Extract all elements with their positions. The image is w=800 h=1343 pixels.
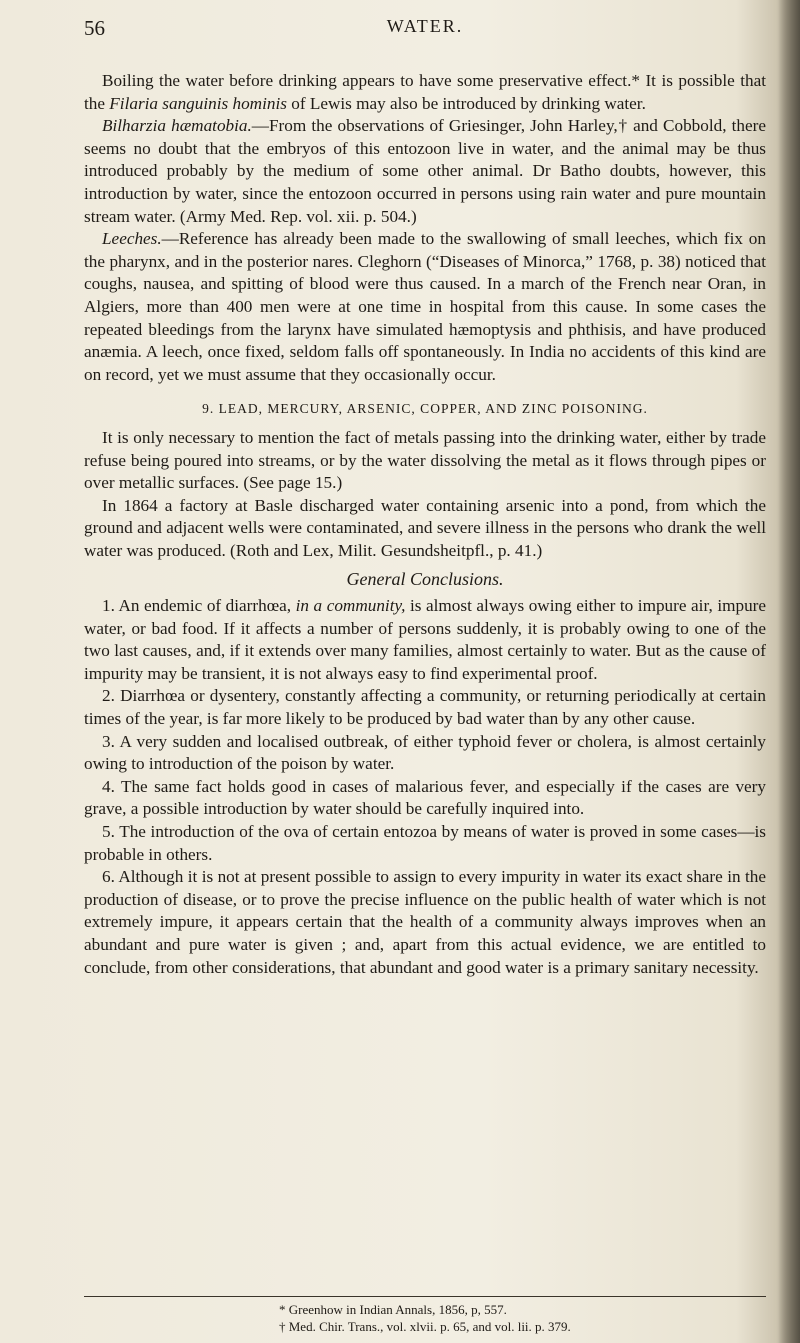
- conclusion-3: 3. A very sudden and localised outbreak, of either typhoid fever or cholera, is almost certainly owing to introduction of the poison by water.: [84, 731, 766, 774]
- page-header: [84, 16, 766, 42]
- paragraph-leeches: Leeches.—Reference has already been made to the swallowing of small leeches, which fix on the pharynx, and in the posterior nares. Cleghorn (“Diseases of Minorca,” 1768, p. 38) noticed that coughs, nausea, and spitting of blood were thus caused. In a march of the French near Oran, in Algiers, more than 400 men were at one time in hospital from this cause. In some cases the repeated bleedings from the larynx have simulated hæmoptysis and phthisis, and have produced anæmia. A leech, once fixed, seldom falls off spontaneously. In India no accidents of this kind are on record, yet we must assume that they occasionally occur.: [84, 229, 766, 384]
- paragraph-bilharzia: Bilharzia hæmatobia.—From the observations of Griesinger, John Harley,† and Cobbold, there seems no doubt that the embryos of this entozoon live in water, and the animal may be thus introduced probably by the medium of some other animal. Dr Batho doubts, however, this introduction by water, since the entozoon occurred in persons using rain water and pure mountain stream water. (Army Med. Rep. vol. xii. p. 504.): [84, 116, 766, 226]
- page-body: [84, 70, 766, 979]
- conclusion-6: 6. Although it is not at present possible to assign to every impurity in water its exact share in the production of disease, or to prove the precise influence on the public health of water which is not extremely impure, it appears certain that the health of a community always improves when an abundant and pure water is given ; and, apart from this actual evidence, we are entitled to conclude, from other considerations, that abundant and good water is a primary sanitary necessity.: [84, 867, 766, 977]
- leeches-heading: Leeches.: [102, 229, 162, 249]
- conclusion-2: 2. Diarrhœa or dysentery, constantly affecting a community, or returning periodically at certain times of the year, is far more likely to be produced by bad water than by any other cause.: [84, 686, 766, 729]
- bilharzia-heading: Bilharzia hæmatobia.: [102, 116, 252, 136]
- footnote-2: † Med. Chir. Trans., vol. xlvii. p. 65, and vol. lii. p. 379.: [279, 1319, 571, 1334]
- section-9-paragraph-1: It is only necessary to mention the fact of metals passing into the drinking water, either by trade refuse being poured into streams, or by the water dissolving the metal as it flows through pipes or over metallic surfaces. (See page 15.): [84, 427, 766, 493]
- paragraph-boiling: Boiling the water before drinking appears to have some preservative effect.* It is possible that the Filaria sanguinis hominis of Lewis may also be introduced by drinking water.: [84, 71, 766, 113]
- footnotes: [84, 1296, 766, 1335]
- page-spine-shadow: [778, 0, 800, 1343]
- section-9-paragraph-2: In 1864 a factory at Basle discharged water containing arsenic into a pond, from which the ground and adjacent wells were contaminated, and severe illness in the persons who drank the well water was produced. (Roth and Lex, Milit. Gesundsheitpfl., p. 41.): [84, 495, 766, 560]
- page-number: 56: [84, 16, 105, 40]
- general-conclusions-heading: General Conclusions.: [346, 569, 504, 590]
- conclusion-4: 4. The same fact holds good in cases of malarious fever, and especially if the cases are very grave, a possible introduction by water should be carefully inquired into.: [84, 776, 766, 819]
- section-9-heading: 9. LEAD, MERCURY, ARSENIC, COPPER, AND ZINC POISONING.: [202, 401, 648, 417]
- footnote-1: * Greenhow in Indian Annals, 1856, p, 557.: [279, 1302, 507, 1317]
- running-head: WATER.: [386, 16, 464, 36]
- conclusion-5: 5. The introduction of the ova of certain entozoa by means of water is proved in some cases—is probable in others.: [84, 822, 766, 864]
- conclusion-1: 1. An endemic of diarrhœa, in a community, is almost always owing either to impure air, impure water, or bad food. If it affects a number of persons suddenly, it is probably owing to one of the two last causes, and, if it extends over many families, almost certainly to water. But as the cause of impurity may be transient, it is not always easy to find experimental proof.: [84, 596, 767, 683]
